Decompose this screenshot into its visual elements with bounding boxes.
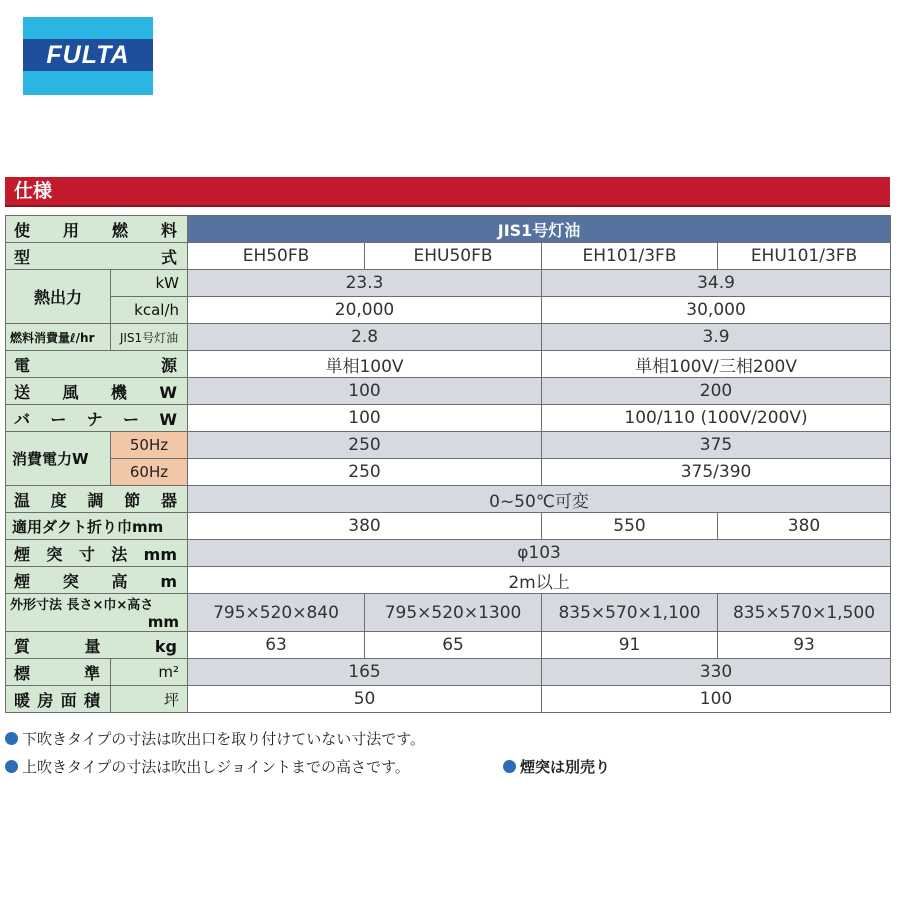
fuelcons-value: 2.8 bbox=[188, 324, 542, 351]
chimney-height-label: 煙突高m bbox=[6, 567, 188, 594]
table-row bbox=[6, 540, 891, 567]
power-value: 単相100V bbox=[188, 351, 542, 378]
model-cell: EH101/3FB bbox=[542, 243, 718, 270]
area-tsubo-value: 100 bbox=[542, 686, 891, 713]
table-row bbox=[6, 486, 891, 513]
hz50-label: 50Hz bbox=[111, 432, 188, 459]
consumption50-value: 375 bbox=[542, 432, 891, 459]
heat-label: 熱出力 bbox=[6, 270, 111, 324]
fan-label: 送風機W bbox=[6, 378, 188, 405]
heat-kcal-value: 30,000 bbox=[542, 297, 891, 324]
table-row bbox=[6, 216, 891, 243]
fuelcons-sub: JIS1号灯油 bbox=[111, 324, 188, 351]
weight-value: 65 bbox=[365, 632, 542, 659]
table-row bbox=[6, 594, 891, 632]
dimensions-label-text: 外形寸法 長さ×巾×高さ bbox=[10, 598, 154, 613]
note-extra bbox=[503, 753, 610, 781]
burner-value: 100/110 (100V/200V) bbox=[542, 405, 891, 432]
fuel-label: 使用燃料 bbox=[6, 216, 188, 243]
table-row bbox=[6, 432, 891, 459]
weight-value: 91 bbox=[542, 632, 718, 659]
logo-text: FULTA bbox=[46, 41, 130, 69]
burner-value: 100 bbox=[188, 405, 542, 432]
table-row bbox=[6, 243, 891, 270]
chimney-size-label: 煙突寸法mm bbox=[6, 540, 188, 567]
note-text: 下吹きタイプの寸法は吹出口を取り付けていない寸法です。 bbox=[22, 730, 426, 748]
heat-kw-unit: kW bbox=[111, 270, 188, 297]
area-tsubo-label: 暖房面積 bbox=[6, 686, 111, 713]
table-row bbox=[6, 513, 891, 540]
power-label: 電源 bbox=[6, 351, 188, 378]
thermo-label: 温度調節器 bbox=[6, 486, 188, 513]
table-row bbox=[6, 378, 891, 405]
area-tsubo-value: 50 bbox=[188, 686, 542, 713]
bullet-dot-icon bbox=[503, 760, 516, 773]
note-extra-text: 煙突は別売り bbox=[520, 758, 611, 776]
dimensions-label bbox=[6, 594, 188, 632]
note-text: 上吹きタイプの寸法は吹出しジョイントまでの高さです。 bbox=[22, 758, 410, 776]
spec-table bbox=[5, 215, 891, 713]
dimensions-unit: mm bbox=[147, 613, 180, 631]
model-cell: EHU50FB bbox=[365, 243, 542, 270]
table-row bbox=[6, 405, 891, 432]
heat-kcal-unit: kcal/h bbox=[111, 297, 188, 324]
consumption-label: 消費電力W bbox=[6, 432, 111, 486]
dimensions-value: 835×570×1,500 bbox=[718, 594, 891, 632]
bullet-dot-icon bbox=[5, 760, 18, 773]
burner-label: バーナーW bbox=[6, 405, 188, 432]
area-tsubo-unit: 坪 bbox=[111, 686, 188, 713]
duct-value: 380 bbox=[718, 513, 891, 540]
table-row bbox=[6, 686, 891, 713]
model-cell: EH50FB bbox=[188, 243, 365, 270]
fuel-value: JIS1号灯油 bbox=[188, 216, 891, 243]
fan-value: 100 bbox=[188, 378, 542, 405]
duct-label: 適用ダクト折り巾mm bbox=[6, 513, 188, 540]
area-m2-value: 330 bbox=[542, 659, 891, 686]
section-title: 仕様 bbox=[14, 180, 53, 202]
fuelcons-value: 3.9 bbox=[542, 324, 891, 351]
power-value: 単相100V/三相200V bbox=[542, 351, 891, 378]
chimney-height-value: 2m以上 bbox=[188, 567, 891, 594]
table-row bbox=[6, 270, 891, 297]
table-row bbox=[6, 459, 891, 486]
notes bbox=[5, 725, 890, 781]
heat-kw-value: 34.9 bbox=[542, 270, 891, 297]
table-row bbox=[6, 297, 891, 324]
heat-kcal-value: 20,000 bbox=[188, 297, 542, 324]
bullet-dot-icon bbox=[5, 732, 18, 745]
table-row bbox=[6, 632, 891, 659]
duct-value: 380 bbox=[188, 513, 542, 540]
duct-value: 550 bbox=[542, 513, 718, 540]
dimensions-value: 795×520×840 bbox=[188, 594, 365, 632]
chimney-size-value: φ103 bbox=[188, 540, 891, 567]
thermo-value: 0~50℃可変 bbox=[188, 486, 891, 513]
weight-value: 93 bbox=[718, 632, 891, 659]
dimensions-value: 795×520×1300 bbox=[365, 594, 542, 632]
fulta-logo bbox=[23, 17, 153, 95]
note-item bbox=[5, 753, 890, 781]
area-m2-value: 165 bbox=[188, 659, 542, 686]
model-label: 型式 bbox=[6, 243, 188, 270]
model-cell: EHU101/3FB bbox=[718, 243, 891, 270]
table-row bbox=[6, 567, 891, 594]
table-row bbox=[6, 324, 891, 351]
consumption50-value: 250 bbox=[188, 432, 542, 459]
table-row bbox=[6, 351, 891, 378]
spec-section-header bbox=[5, 177, 890, 207]
dimensions-value: 835×570×1,100 bbox=[542, 594, 718, 632]
logo-bar bbox=[23, 39, 153, 71]
fan-value: 200 bbox=[542, 378, 891, 405]
heat-kw-value: 23.3 bbox=[188, 270, 542, 297]
hz60-label: 60Hz bbox=[111, 459, 188, 486]
table-row bbox=[6, 659, 891, 686]
consumption60-value: 375/390 bbox=[542, 459, 891, 486]
fuelcons-label: 燃料消費量ℓ/hr bbox=[6, 324, 111, 351]
weight-label: 質量kg bbox=[6, 632, 188, 659]
area-m2-unit: m² bbox=[111, 659, 188, 686]
consumption60-value: 250 bbox=[188, 459, 542, 486]
area-m2-label: 標準 bbox=[6, 659, 111, 686]
note-item bbox=[5, 725, 890, 753]
weight-value: 63 bbox=[188, 632, 365, 659]
